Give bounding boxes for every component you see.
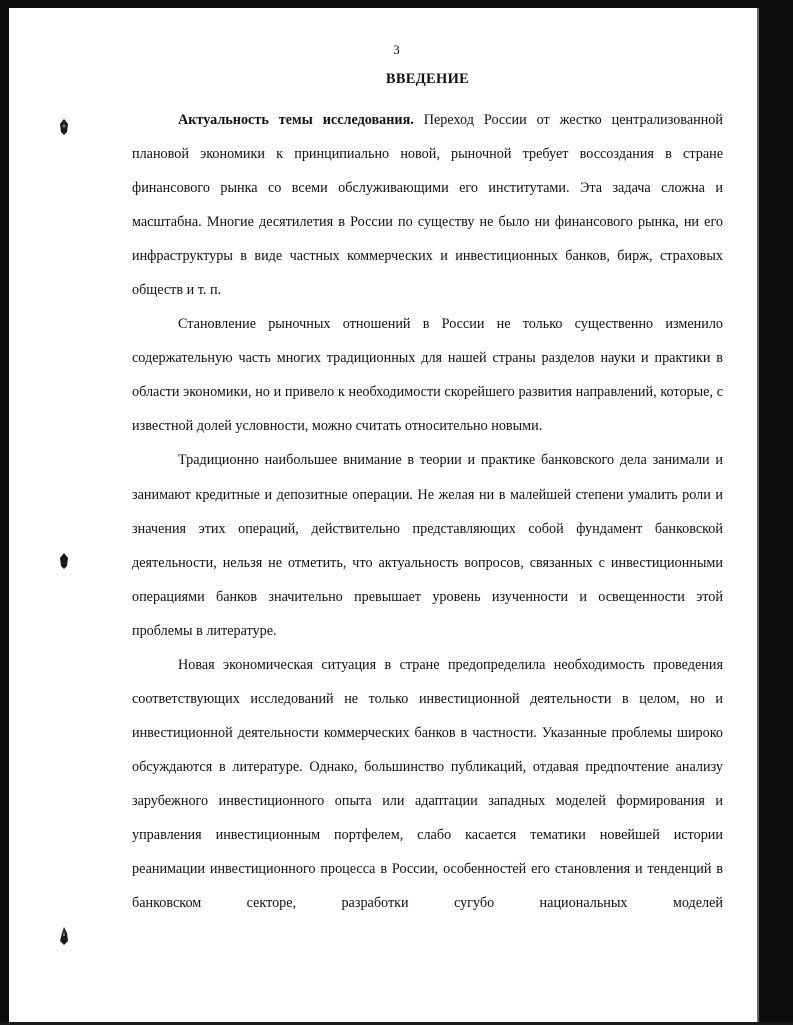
page-title: ВВЕДЕНИЕ [385, 71, 470, 87]
paragraph [132, 103, 723, 307]
paragraph-lead: Актуальность темы исследования. [178, 112, 414, 128]
paragraph: Традиционно наибольшее внимание в теории и практике банковского дела занимали и занимают кредитные и депозитные операции. Не желая ни в малейшей степени умалить роли и значения этих операций, действительно представляющих собой фундамент банковской деятельности, нельзя не отметить, что актуальность вопросов, связанных с инвестиционными операциями банков значительно превышает уровень изученности и освещенности этой проблемы в литературе. [132, 452, 723, 639]
binding-hole-mark [58, 926, 70, 946]
paragraph: Новая экономическая ситуация в стране предопределила необходимость проведения соответствующих исследований не только инвестиционной деятельности в целом, но и инвестиционной деятельности коммерческих банков в частности. Указанные проблемы широко обсуждаются в литературе. Однако, большинство публикаций, отдавая предпочтение анализу зарубежного инвестиционного опыта или адаптации западных моделей формирования и управления инвестиционным портфелем, слабо касается тематики новейшей истории реанимации инвестиционного процесса в России, особенностей его становления и тенденций в банковском секторе, разработки сугубо национальных моделей [132, 656, 723, 912]
scan-edge-top [0, 0, 793, 8]
scan-edge-left [0, 0, 9, 1025]
binding-hole-mark [58, 118, 70, 136]
scan-edge-right [759, 0, 793, 1025]
paragraph: Становление рыночных отношений в России не только существенно изменило содержательную часть многих традиционных для нашей страны разделов науки и практики в области экономики, но и привело к необходимости скорейшего развития направлений, которые, с известной долей условности, можно считать относительно новыми. [132, 316, 723, 435]
binding-hole-mark [58, 552, 70, 570]
paragraph-text: Переход России от жестко централизованной плановой экономики к принципиально новой, рыночной требует воссоздания в стране финансового рынка со всеми обслуживающими его институтами. Эта задача сложна и масштабна. Многие десятилетия в России по существу не было ни финансового рынка, ни его инфраструктуры в виде частных коммерческих и инвестиционных банков, бирж, страховых обществ и т. п. [132, 112, 723, 299]
body-text [132, 103, 723, 920]
page-number: 3 [393, 42, 400, 57]
